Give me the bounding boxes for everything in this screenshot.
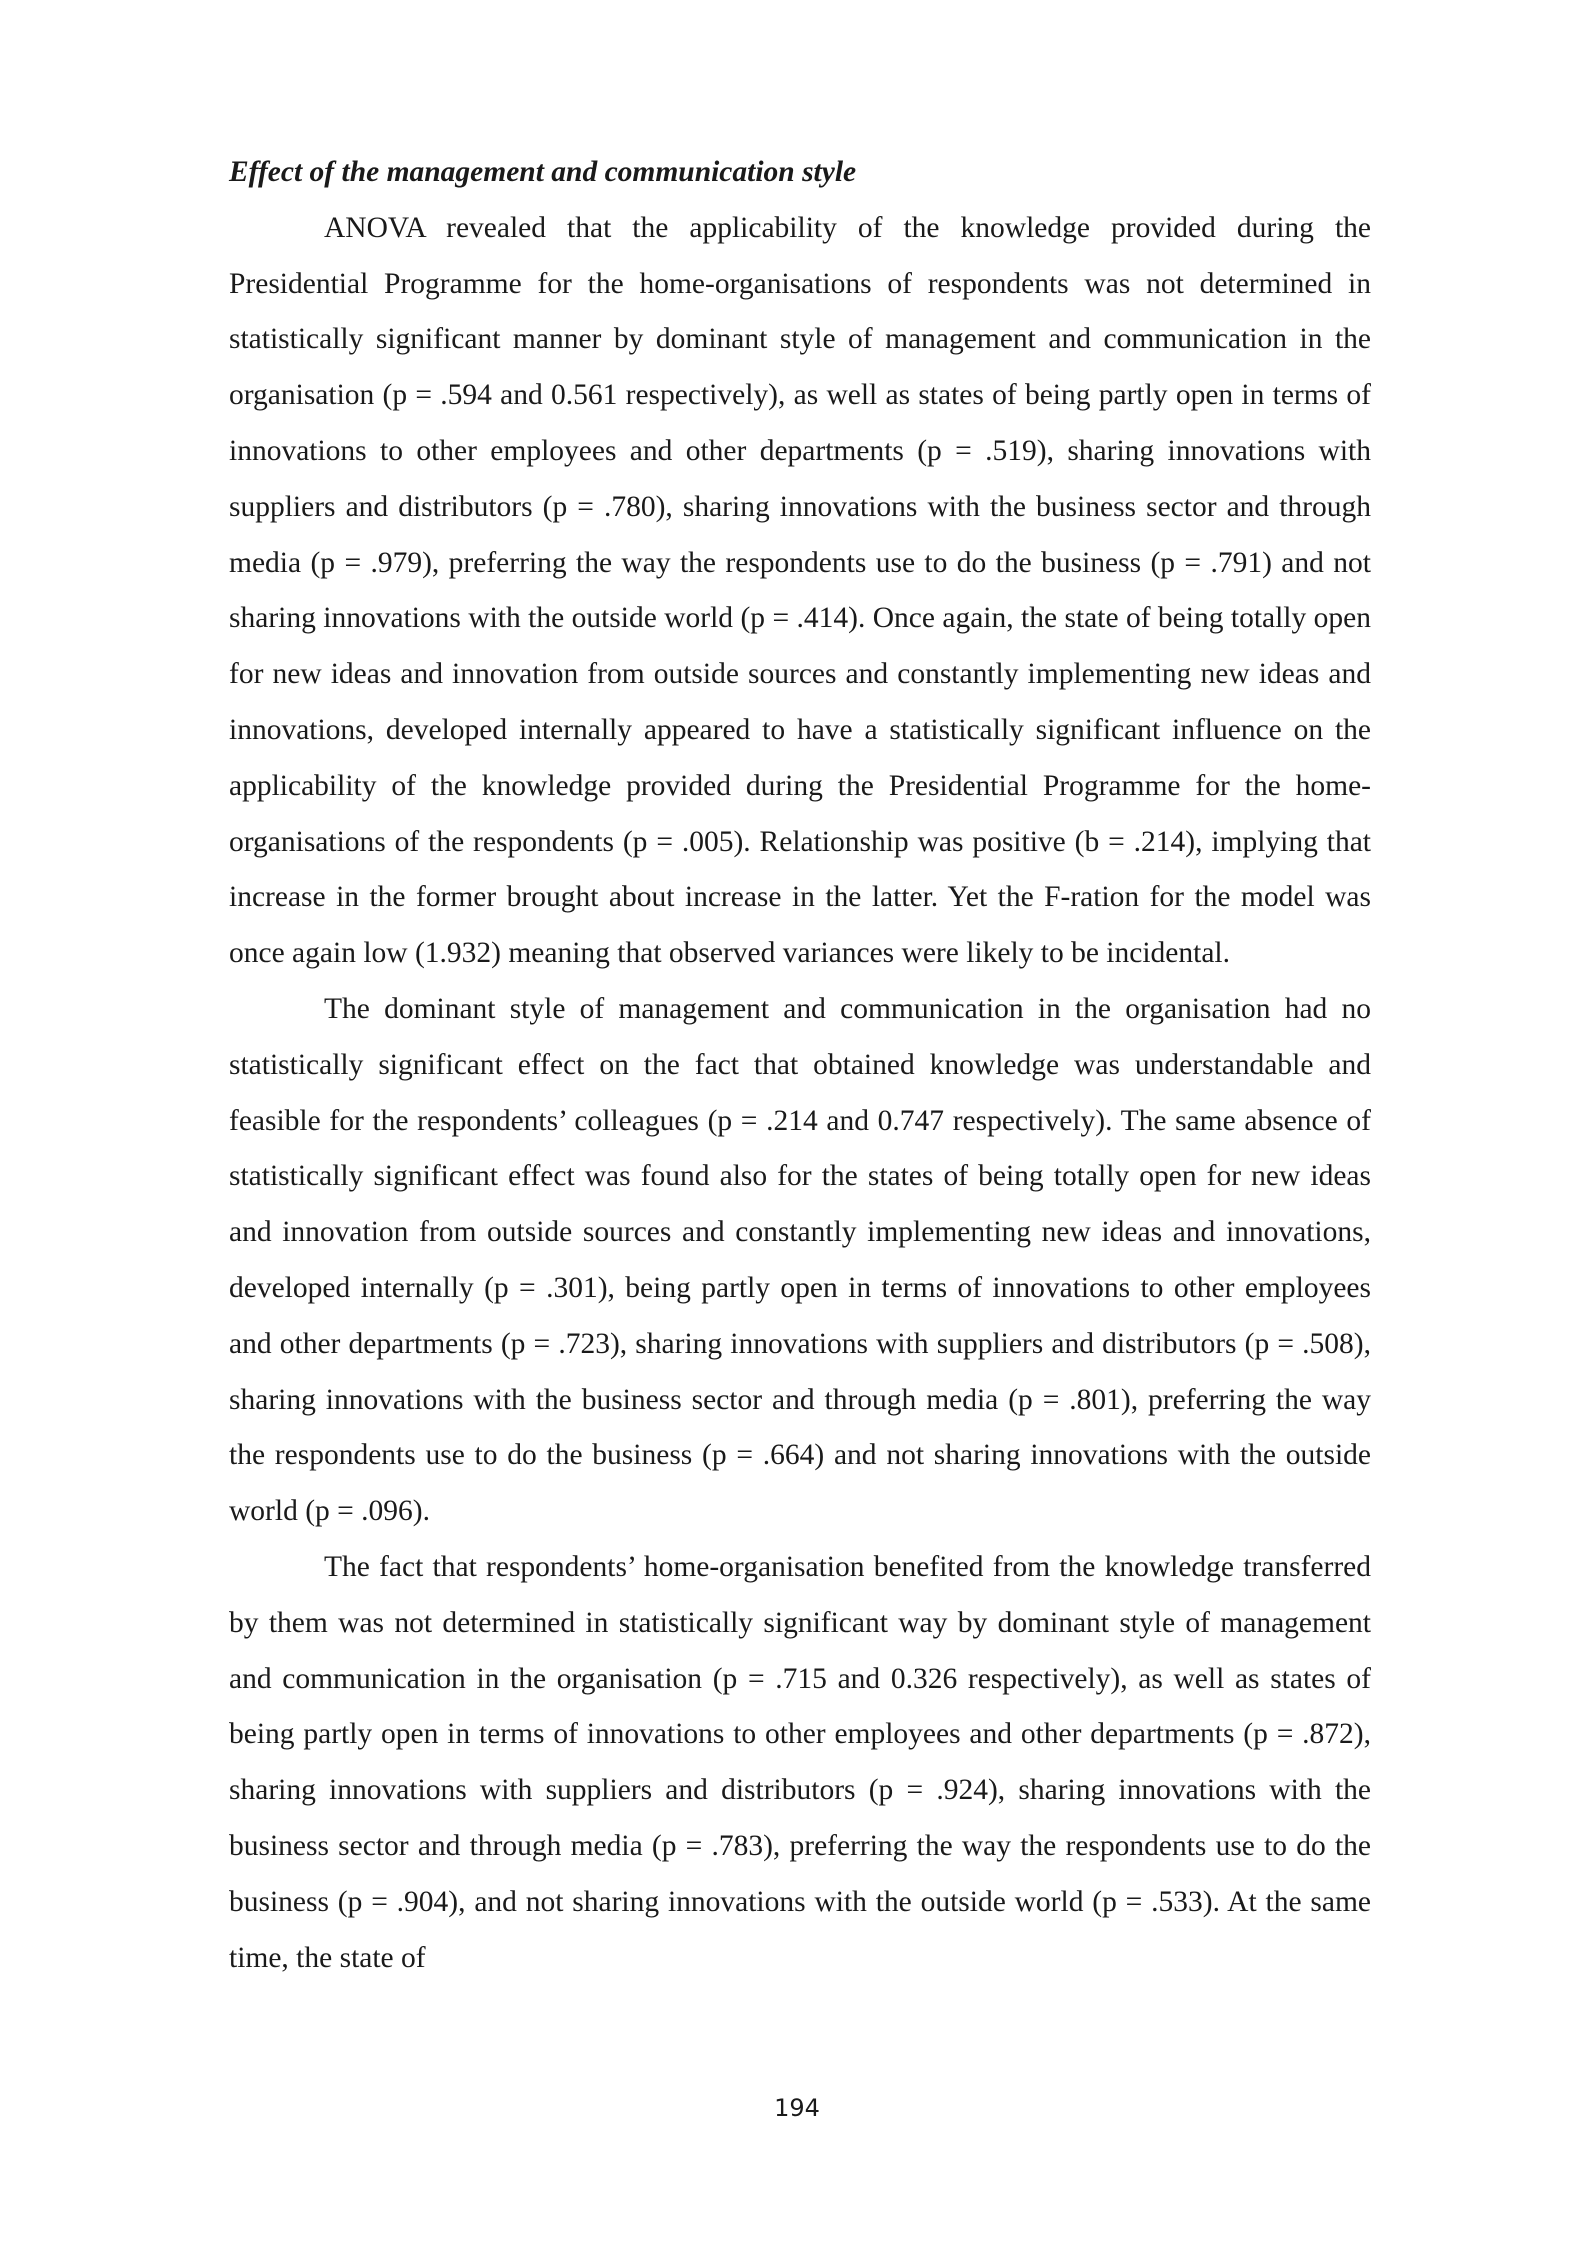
paragraph-anova-applicability: ANOVA revealed that the applicability of the knowledge provided during the Presidential Programme for the home-organisations of respondents was not determined in statistically significant manner by dominant style of management and communication in the organisation (p = .594 and 0.561 respectively), as well as states of being partly open in terms of innovations to other employees and other departments (p = .519), sharing innovations with suppliers and distributors (p = .780), sharing innovations with the business sector and through media (p = .979), preferring the way the respondents use to do the business (p = .791) and not sharing innovations with the outside world (p = .414). Once again, the state of being totally open for new ideas and innovation from outside sources and constantly implementing new ideas and innovations, developed internally appeared to have a statistically significant influence on the applicability of the knowledge provided during the Presidential Programme for the home-organisations of the respondents (p = .005). Relationship was positive (b = .214), implying that increase in the former brought about increase in the latter. Yet the F-ration for the model was once again low (1.932) meaning that observed variances were likely to be incidental. [229,211,1371,970]
body-text [229,145,1371,1986]
page-number: 194 [774,2094,820,2122]
paragraph-home-organisation-benefit: The fact that respondents’ home-organisation benefited from the knowledge transferred by them was not determined in statistically significant way by dominant style of management and communication in the organisation (p = .715 and 0.326 respectively), as well as states of being partly open in terms of innovations to other employees and other departments (p = .872), sharing innovations with suppliers and distributors (p = .924), sharing innovations with the business sector and through media (p = .783), preferring the way the respondents use to do the business (p = .904), and not sharing innovations with the outside world (p = .533). At the same time, the state of [229,1550,1371,1974]
section-heading: Effect of the management and communication style [229,156,857,188]
paragraph-understandable-feasible: The dominant style of management and communication in the organisation had no statistically significant effect on the fact that obtained knowledge was understandable and feasible for the respondents’ colleagues (p = .214 and 0.747 respectively). The same absence of statistically significant effect was found also for the states of being totally open for new ideas and innovation from outside sources and constantly implementing new ideas and innovations, developed internally (p = .301), being partly open in terms of innovations to other employees and other departments (p = .723), sharing innovations with suppliers and distributors (p = .508), sharing innovations with the business sector and through media (p = .801), preferring the way the respondents use to do the business (p = .664) and not sharing innovations with the outside world (p = .096). [229,992,1371,1528]
